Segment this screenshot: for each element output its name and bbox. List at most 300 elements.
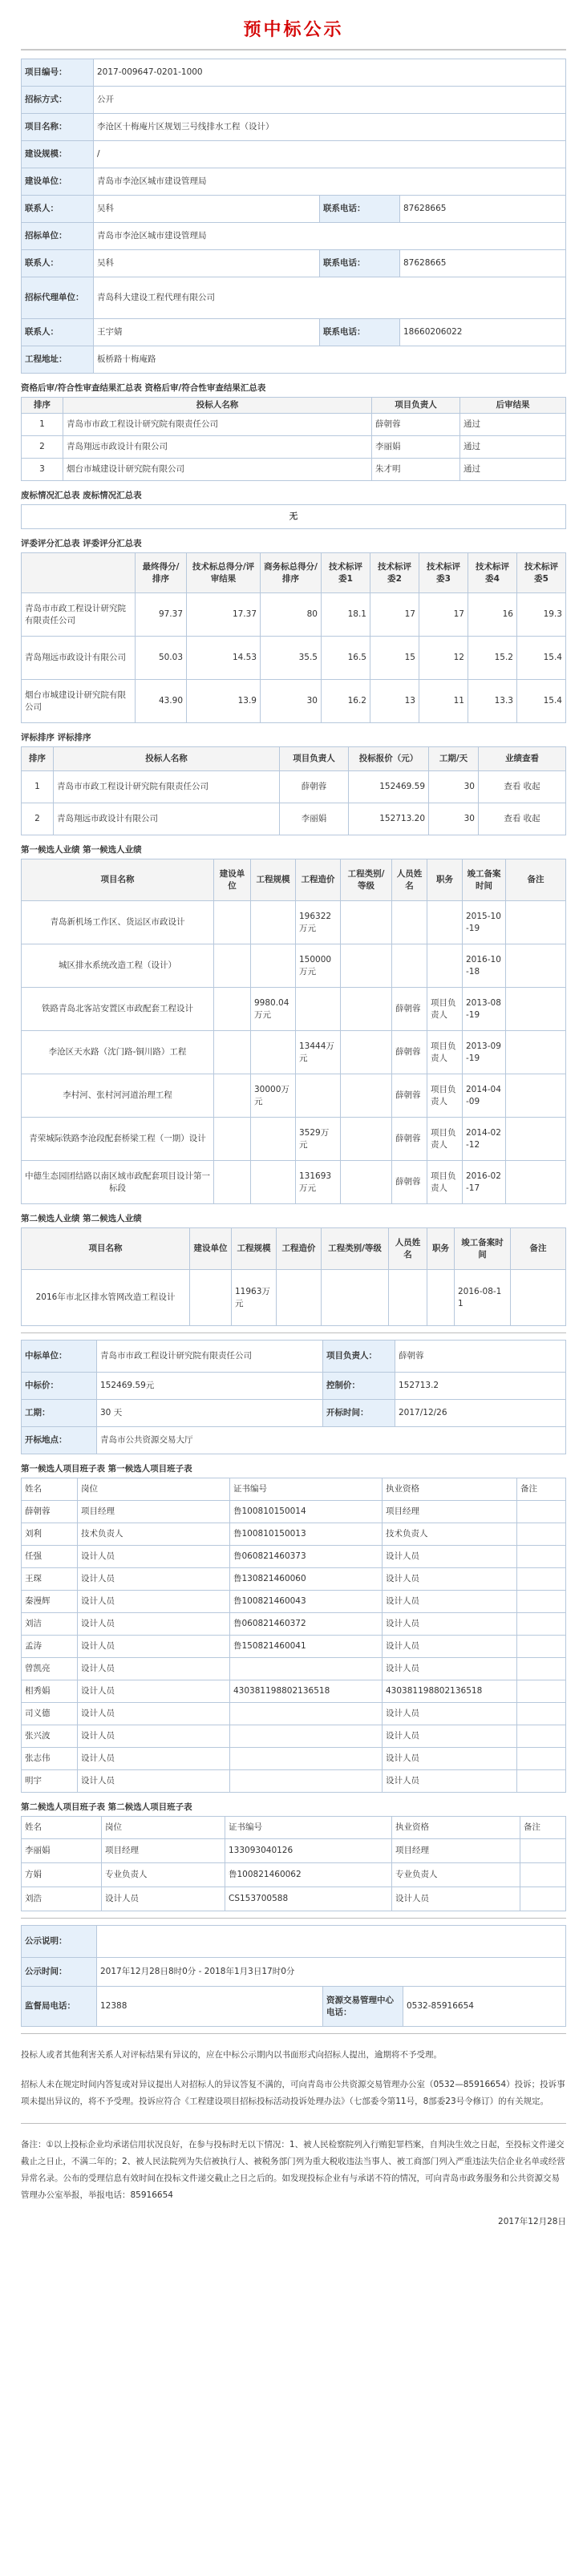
perf-header: 竣工备案时间 — [455, 1228, 511, 1270]
team-header: 姓名 — [22, 1817, 102, 1839]
notice-desc-value — [97, 1926, 566, 1958]
table-row — [22, 1074, 566, 1118]
perf-header: 工程规模 — [232, 1228, 277, 1270]
cell: 2014-02-12 — [463, 1118, 506, 1161]
cell: 1 — [22, 414, 63, 436]
cell: 30 — [429, 803, 479, 835]
cell: 鲁100821460043 — [230, 1591, 383, 1613]
table-row — [22, 414, 566, 436]
award-table — [21, 1340, 566, 1454]
cell: 青岛市市政工程设计研究院有限责任公司 — [54, 771, 280, 803]
notice-period-value: 2017年12月28日8时0分 - 2018年1月3日17时0分 — [97, 1958, 566, 1987]
cell: 薛朝蓉 — [392, 1074, 427, 1118]
cell — [517, 1748, 566, 1770]
cell — [511, 1270, 566, 1326]
cell — [517, 1725, 566, 1748]
scoring-header: 技术标评委3 — [419, 553, 468, 593]
team-header: 证书编号 — [225, 1817, 392, 1839]
agency-label: 招标代理单位： — [22, 277, 94, 319]
table-row — [22, 459, 566, 481]
cell: 9980.04万元 — [251, 988, 296, 1031]
center-value: 0532-85916654 — [403, 1987, 566, 2027]
cell — [506, 901, 566, 944]
cell: 王琛 — [22, 1568, 78, 1591]
cell: 鲁130821460060 — [230, 1568, 383, 1591]
cell: 技术负责人 — [78, 1523, 230, 1546]
perf2-heading: 第二候选人业绩 第二候选人业绩 — [21, 1214, 142, 1224]
table-row — [22, 1523, 566, 1546]
cell — [251, 901, 296, 944]
scoring-header-row — [22, 553, 566, 593]
cell: 2 — [22, 436, 63, 459]
cell: 2016年市北区排水管网改造工程设计 — [22, 1270, 190, 1326]
table-row — [22, 1658, 566, 1680]
cell: 设计人员 — [383, 1658, 517, 1680]
cell — [230, 1658, 383, 1680]
cell: 30000万元 — [251, 1074, 296, 1118]
cell — [520, 1887, 566, 1911]
cell: 李丽娟 — [22, 1839, 102, 1863]
cell — [214, 1074, 251, 1118]
table-row — [22, 1863, 566, 1887]
method-label: 招标方式： — [22, 87, 94, 114]
scoring-header: 最终得分/排序 — [136, 553, 187, 593]
cell: 设计人员 — [383, 1546, 517, 1568]
cell: 3 — [22, 459, 63, 481]
price-label: 中标价： — [22, 1373, 97, 1400]
table-row — [22, 1031, 566, 1074]
cell — [296, 1074, 341, 1118]
divider — [21, 1332, 566, 1333]
cell: 152713.20 — [349, 803, 429, 835]
qualification-header: 排序 — [22, 398, 63, 414]
cell — [214, 901, 251, 944]
contact3-value: 王宇婧 — [94, 319, 320, 346]
cell — [389, 1270, 427, 1326]
cell: 李沧区天水路（沈门路-铜川路）工程 — [22, 1031, 214, 1074]
objection-paragraph: 投标人或者其他利害关系人对评标结果有异议的，应在中标公示期内以书面形式向招标人提出，逾期将不予受理。 — [21, 2050, 442, 2060]
abandoned-table — [21, 504, 566, 529]
cell: 131693万元 — [296, 1161, 341, 1204]
contact2-value: 吴科 — [94, 250, 320, 277]
cell: 青荣城际铁路李沧段配套桥梁工程（一期）设计 — [22, 1118, 214, 1161]
perf-header: 建设单位 — [190, 1228, 232, 1270]
perf-header: 工程造价 — [277, 1228, 322, 1270]
tenderer-label: 招标单位： — [22, 223, 94, 250]
cell — [322, 1270, 389, 1326]
ranking-heading: 评标排序 评标排序 — [21, 733, 91, 743]
cell: 设计人员 — [383, 1703, 517, 1725]
scoring-header — [22, 553, 136, 593]
period-value: 30 天 — [97, 1400, 323, 1427]
row-period — [22, 1400, 566, 1427]
notice-table — [21, 1925, 566, 2027]
cell: 196322万元 — [296, 901, 341, 944]
cell: 133093040126 — [225, 1839, 392, 1863]
cell: 鲁060821460372 — [230, 1613, 383, 1636]
cell — [341, 1074, 392, 1118]
remark-paragraph: 备注：①以上投标企业均承诺信用状况良好，在参与投标时无以下情况：1、被人民检察院列入行贿犯罪档案，自判决生效之日起，至投标文件递交截止之日止，不满二年的；2、被人民法院列为失信被执行人、被税务部门列为重大税收违法当事人、被工商部门列入严重违法失信企业名单或经营异常名录。公布的受理信息有效时间在投标文件递交截止之日之后的。如发现投标企业有与承诺不符的情况，可向青岛市政务服务和公共资源交易管理办公室举报，举报电话：85916654 — [21, 2140, 565, 2201]
cell — [251, 1161, 296, 1204]
cell — [230, 1748, 383, 1770]
cell: 11 — [419, 680, 468, 723]
table-row — [22, 1591, 566, 1613]
cell — [517, 1501, 566, 1523]
team-header: 岗位 — [102, 1817, 225, 1839]
ranking-header: 投标人名称 — [54, 747, 280, 771]
perf-header: 竣工备案时间 — [463, 859, 506, 901]
cell: 设计人员 — [78, 1770, 230, 1793]
team1-heading: 第一候选人项目班子表 第一候选人项目班子表 — [21, 1464, 192, 1474]
cell: 烟台市城建设计研究院有限公司 — [22, 680, 136, 723]
cell: 16.5 — [322, 637, 370, 680]
control-label: 控制价： — [323, 1373, 395, 1400]
cell: 青岛翔远市政设计有限公司 — [54, 803, 280, 835]
site-label: 工程地址： — [22, 346, 94, 374]
cell: 11963万元 — [232, 1270, 277, 1326]
row-contact3 — [22, 319, 566, 346]
team1-header-row — [22, 1478, 566, 1501]
table-row — [22, 1770, 566, 1793]
scoring-header: 技术标评委2 — [370, 553, 419, 593]
cell: 中德生态园团结路以南区域市政配套项目设计第一标段 — [22, 1161, 214, 1204]
cell — [520, 1839, 566, 1863]
perf-header: 工程类别/等级 — [341, 859, 392, 901]
cell: 17 — [370, 593, 419, 637]
phone2-label: 联系电话： — [320, 250, 400, 277]
supervise-value: 12388 — [97, 1987, 323, 2027]
cell: 35.5 — [261, 637, 322, 680]
perf-header: 人员姓名 — [392, 859, 427, 901]
cell — [517, 1568, 566, 1591]
ranking-header: 投标报价（元） — [349, 747, 429, 771]
cell — [517, 1703, 566, 1725]
cell: 430381198802136518 — [383, 1680, 517, 1703]
cell: 技术负责人 — [383, 1523, 517, 1546]
cell: CS153700588 — [225, 1887, 392, 1911]
period-label: 工期： — [22, 1400, 97, 1427]
table-row — [22, 1703, 566, 1725]
abandoned-heading: 废标情况汇总表 废标情况汇总表 — [21, 491, 142, 501]
tenderer-value: 青岛市李沧区城市建设管理局 — [94, 223, 566, 250]
cell: 通过 — [460, 436, 566, 459]
cell: 设计人员 — [78, 1636, 230, 1658]
cell — [341, 1031, 392, 1074]
cell: 鲁100821460062 — [225, 1863, 392, 1887]
cell: 设计人员 — [78, 1591, 230, 1613]
cell: 薛朝蓉 — [22, 1501, 78, 1523]
perf-header: 建设单位 — [214, 859, 251, 901]
cell: 青岛市市政工程设计研究院有限责任公司 — [63, 414, 372, 436]
cell: 2016-08-11 — [455, 1270, 511, 1326]
cell — [517, 1546, 566, 1568]
cell — [214, 1031, 251, 1074]
control-value: 152713.2 — [395, 1373, 566, 1400]
perf-header: 人员姓名 — [389, 1228, 427, 1270]
cell: 方娟 — [22, 1863, 102, 1887]
cell: 14.53 — [187, 637, 261, 680]
perf-header: 备注 — [511, 1228, 566, 1270]
cell — [230, 1725, 383, 1748]
complaint-paragraph: 招标人未在规定时间内答复或对异议提出人对招标人的异议答复不满的，可向青岛市公共资源交易管理办公室（0532—85916654）投诉；投诉事项未提出异议的，将不予受理。投诉应符合《工程建设项目招标投标活动投诉处理办法》（七部委令第11号，8部委23号令修订）的有关规定。 — [21, 2080, 565, 2107]
cell: 设计人员 — [383, 1748, 517, 1770]
qualification-heading: 资格后审/符合性审查结果汇总表 资格后审/符合性审查结果汇总表 — [21, 383, 266, 393]
cell: 项目负责人 — [427, 988, 463, 1031]
divider — [21, 1918, 566, 1919]
cell: 16.2 — [322, 680, 370, 723]
place-label: 开标地点： — [22, 1427, 97, 1454]
row-winner — [22, 1341, 566, 1373]
cell — [277, 1270, 322, 1326]
cell — [427, 1270, 455, 1326]
cell: 设计人员 — [383, 1591, 517, 1613]
cell: 设计人员 — [78, 1568, 230, 1591]
cell: 设计人员 — [78, 1680, 230, 1703]
cell: 设计人员 — [78, 1748, 230, 1770]
contact1-value: 吴科 — [94, 196, 320, 223]
cell — [506, 944, 566, 988]
abandoned-value: 无 — [22, 505, 566, 529]
phone3-value: 18660206022 — [400, 319, 566, 346]
team-header: 执业资格 — [383, 1478, 517, 1501]
row-price — [22, 1373, 566, 1400]
row-scale — [22, 141, 566, 168]
table-row — [22, 1636, 566, 1658]
qualification-header: 投标人名称 — [63, 398, 372, 414]
cell — [392, 901, 427, 944]
cell: 项目负责人 — [427, 1118, 463, 1161]
row-agency — [22, 277, 566, 319]
cell — [214, 1118, 251, 1161]
team2-heading: 第二候选人项目班子表 第二候选人项目班子表 — [21, 1802, 192, 1813]
scale-label: 建设规模： — [22, 141, 94, 168]
divider — [21, 2033, 566, 2034]
cell: 12 — [419, 637, 468, 680]
cell: 通过 — [460, 459, 566, 481]
row-tenderer — [22, 223, 566, 250]
cell — [341, 988, 392, 1031]
team-header: 执业资格 — [392, 1817, 520, 1839]
cell — [517, 1658, 566, 1680]
table-row — [22, 901, 566, 944]
cell: 专业负责人 — [392, 1863, 520, 1887]
contact3-label: 联系人： — [22, 319, 94, 346]
perf2-table — [21, 1227, 566, 1326]
cell — [506, 988, 566, 1031]
perf-header: 职务 — [427, 1228, 455, 1270]
cell: 曾凯亮 — [22, 1658, 78, 1680]
cell: 鲁100810150013 — [230, 1523, 383, 1546]
contact1-label: 联系人： — [22, 196, 94, 223]
cell: 孟涛 — [22, 1636, 78, 1658]
cell: 17.37 — [187, 593, 261, 637]
builder-label: 建设单位： — [22, 168, 94, 196]
cell: 设计人员 — [383, 1568, 517, 1591]
collapse-link[interactable]: 收起 — [523, 814, 540, 824]
scoring-header: 技术标评委1 — [322, 553, 370, 593]
collapse-link[interactable]: 收起 — [523, 782, 540, 792]
cell: 铁路青岛北客站安置区市政配套工程设计 — [22, 988, 214, 1031]
cell: 97.37 — [136, 593, 187, 637]
row-notice-desc — [22, 1926, 566, 1958]
cell: 张志伟 — [22, 1748, 78, 1770]
method-value: 公开 — [94, 87, 566, 114]
cell — [517, 1523, 566, 1546]
table-row — [22, 1270, 566, 1326]
cell: 城区排水系统改造工程（设计） — [22, 944, 214, 988]
cell: 设计人员 — [78, 1613, 230, 1636]
project-name: 李沧区十梅庵片区规划三号线排水工程（设计） — [94, 114, 566, 141]
cell — [506, 1118, 566, 1161]
cell: 30 — [429, 771, 479, 803]
cell — [517, 1770, 566, 1793]
scoring-header: 技术标总得分/评审结果 — [187, 553, 261, 593]
team2-header-row — [22, 1817, 566, 1839]
cell: 鲁150821460041 — [230, 1636, 383, 1658]
cell: 李村河、张村河河道治理工程 — [22, 1074, 214, 1118]
cell: 30 — [261, 680, 322, 723]
cell: 刘利 — [22, 1523, 78, 1546]
cell: 青岛市市政工程设计研究院有限责任公司 — [22, 593, 136, 637]
scoring-header: 商务标总得分/排序 — [261, 553, 322, 593]
table-row — [22, 1839, 566, 1863]
cell: 17 — [419, 593, 468, 637]
cell — [230, 1703, 383, 1725]
team-header: 岗位 — [78, 1478, 230, 1501]
cell — [517, 1680, 566, 1703]
perf2-header-row — [22, 1228, 566, 1270]
table-row — [22, 1568, 566, 1591]
cell: 薛朝蓉 — [392, 1031, 427, 1074]
cell — [251, 1118, 296, 1161]
project-number: 2017-009647-0201-1000 — [94, 59, 566, 87]
cell: 430381198802136518 — [230, 1680, 383, 1703]
table-row — [22, 1725, 566, 1748]
publish-date: 2017年12月28日 — [498, 2217, 566, 2227]
cell: 烟台市城建设计研究院有限公司 — [63, 459, 372, 481]
row-project-number — [22, 59, 566, 87]
table-row — [22, 436, 566, 459]
cell — [427, 901, 463, 944]
cell — [296, 988, 341, 1031]
cell: 设计人员 — [383, 1770, 517, 1793]
ranking-header: 业绩查看 — [479, 747, 566, 771]
team-header: 备注 — [520, 1817, 566, 1839]
view-performance-link[interactable]: 查看 — [504, 782, 521, 792]
leader-label: 项目负责人： — [323, 1341, 395, 1373]
cell: 2014-04-09 — [463, 1074, 506, 1118]
row-project-name — [22, 114, 566, 141]
site-value: 板桥路十梅庵路 — [94, 346, 566, 374]
cell: 设计人员 — [392, 1887, 520, 1911]
table-row — [22, 1546, 566, 1568]
cell: 薛朝蓉 — [392, 988, 427, 1031]
opening-label: 开标时间： — [323, 1400, 395, 1427]
cell: 2 — [22, 803, 54, 835]
ranking-header: 项目负责人 — [280, 747, 349, 771]
cell — [517, 1613, 566, 1636]
cell: 16 — [468, 593, 517, 637]
cell: 李丽娟 — [372, 436, 460, 459]
cell — [517, 1636, 566, 1658]
cell — [506, 1161, 566, 1204]
cell: 2015-10-19 — [463, 901, 506, 944]
cell: 15 — [370, 637, 419, 680]
qualification-header: 项目负责人 — [372, 398, 460, 414]
row-notice-phones — [22, 1987, 566, 2027]
cell — [214, 988, 251, 1031]
perf-header: 工程规模 — [251, 859, 296, 901]
table-row — [22, 637, 566, 680]
qualification-header: 后审结果 — [460, 398, 566, 414]
cell: 3529万元 — [296, 1118, 341, 1161]
title-divider — [21, 49, 566, 51]
team2-table — [21, 1816, 566, 1911]
cell — [190, 1270, 232, 1326]
qualification-table — [21, 397, 566, 481]
team-header: 备注 — [517, 1478, 566, 1501]
cell: 刘洁 — [22, 1613, 78, 1636]
divider — [21, 2123, 566, 2124]
supervise-label: 监督局电话： — [22, 1987, 97, 2027]
winner-label: 中标单位： — [22, 1341, 97, 1373]
table-row — [22, 680, 566, 723]
row-contact1 — [22, 196, 566, 223]
project-number-label: 项目编号： — [22, 59, 94, 87]
perf-header: 工程造价 — [296, 859, 341, 901]
cell — [251, 1031, 296, 1074]
cell: 设计人员 — [78, 1658, 230, 1680]
cell: 50.03 — [136, 637, 187, 680]
cell: 通过 — [460, 414, 566, 436]
perf-header: 项目名称 — [22, 1228, 190, 1270]
cell — [251, 944, 296, 988]
table-row — [22, 1680, 566, 1703]
cell: 项目经理 — [102, 1839, 225, 1863]
cell — [392, 944, 427, 988]
cell — [506, 1074, 566, 1118]
phone3-label: 联系电话： — [320, 319, 400, 346]
phone1-value: 87628665 — [400, 196, 566, 223]
perf1-heading: 第一候选人业绩 第一候选人业绩 — [21, 845, 142, 855]
cell — [341, 944, 392, 988]
builder-value: 青岛市李沧区城市建设管理局 — [94, 168, 566, 196]
cell: 18.1 — [322, 593, 370, 637]
cell: 13444万元 — [296, 1031, 341, 1074]
cell: 2013-08-19 — [463, 988, 506, 1031]
cell: 项目负责人 — [427, 1074, 463, 1118]
row-method — [22, 87, 566, 114]
project-name-label: 项目名称： — [22, 114, 94, 141]
table-row — [22, 1161, 566, 1204]
cell: 43.90 — [136, 680, 187, 723]
view-performance-link[interactable]: 查看 — [504, 814, 521, 824]
ranking-header: 排序 — [22, 747, 54, 771]
cell: 李丽娟 — [280, 803, 349, 835]
cell: 13.9 — [187, 680, 261, 723]
row-contact2 — [22, 250, 566, 277]
project-info-table — [21, 59, 566, 374]
team-header: 姓名 — [22, 1478, 78, 1501]
table-row — [22, 803, 566, 835]
contact2-label: 联系人： — [22, 250, 94, 277]
cell: 项目经理 — [392, 1839, 520, 1863]
notice-desc-label: 公示说明： — [22, 1926, 97, 1958]
phone2-value: 87628665 — [400, 250, 566, 277]
perf1-table — [21, 859, 566, 1204]
cell: 秦漫辉 — [22, 1591, 78, 1613]
cell — [517, 1591, 566, 1613]
